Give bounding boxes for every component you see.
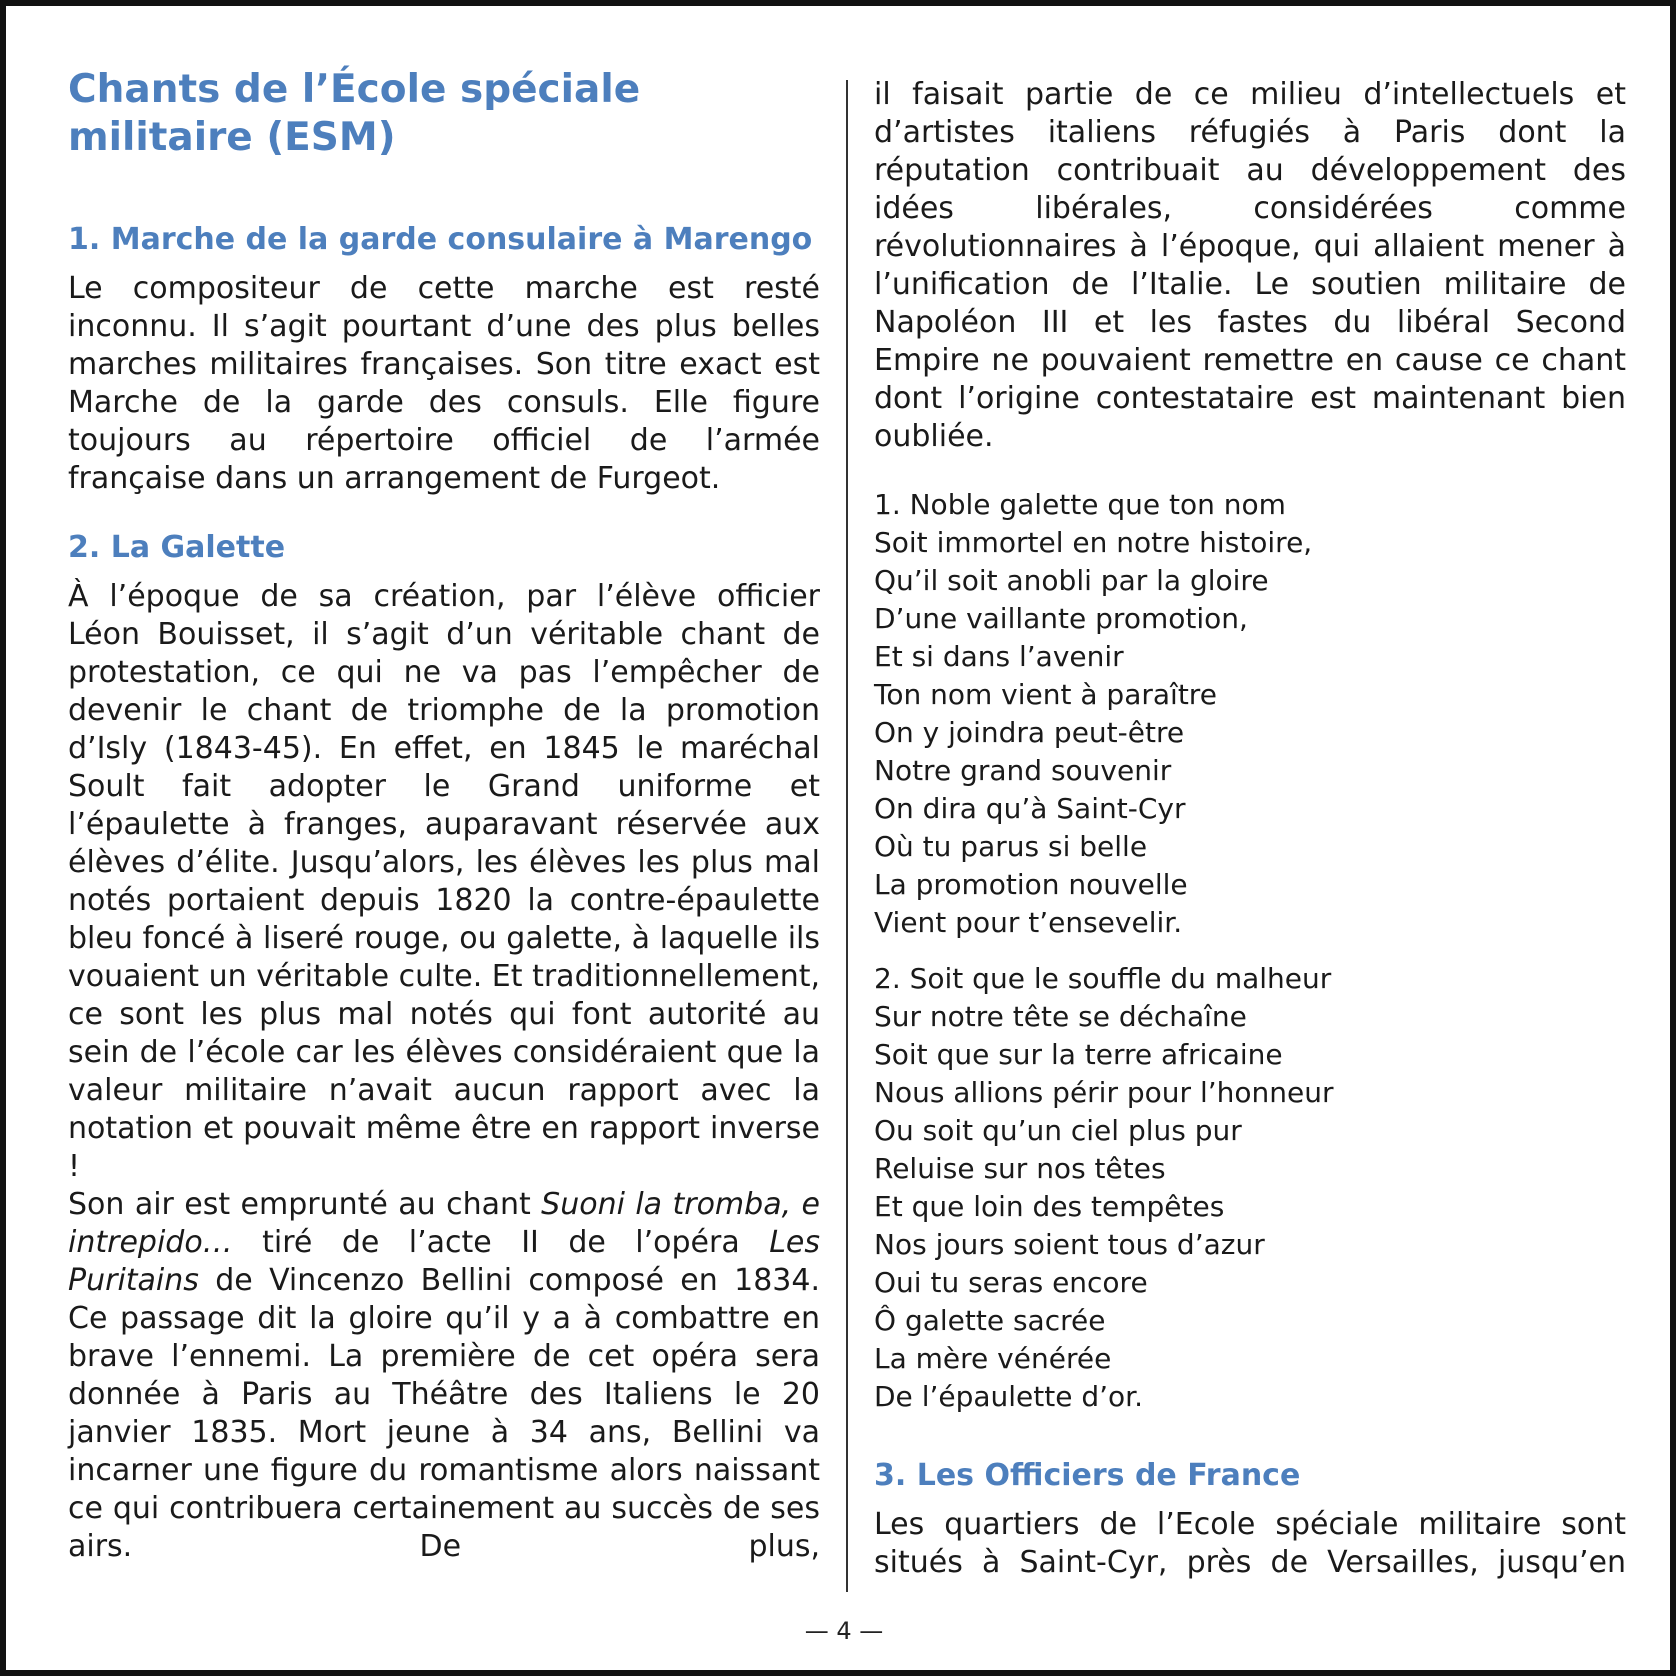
verse-1-line: Où tu parus si belle xyxy=(874,830,1148,863)
page-number: — 4 — xyxy=(804,1617,884,1645)
verse-1-line: Soit immortel en notre histoire, xyxy=(874,526,1313,559)
verse-1-line: Vient pour t’ensevelir. xyxy=(874,906,1183,939)
verse-2-line: La mère vénérée xyxy=(874,1342,1112,1375)
verse-1-line: On dira qu’à Saint-Cyr xyxy=(874,792,1186,825)
verse-1-line: La promotion nouvelle xyxy=(874,868,1188,901)
verse-2-line: Nous allions périr pour l’honneur xyxy=(874,1076,1334,1109)
section-2-paragraph-1: À l’époque de sa création, par l’élève officier Léon Bouisset, il s’agit d’un véritable chant de protestation, ce qui ne va pas l’empêcher de devenir le chant de triomphe de la promotion d’Isly (1843-45). En effet, en 1845 le maréchal Soult fait adopter le Grand uniforme et l’épaulette à franges, auparavant réservée aux élèves d’élite. Jusqu’alors, les élèves les plus mal notés portaient depuis 1820 la contre-épaulette bleu foncé à liseré rouge, ou galette, à laquelle ils vouaient un véritable culte. Et traditionnellement, ce sont les plus mal notés qui font autorité au sein de l’école car les élèves considéraient que la valeur militaire n’avait aucun rapport avec la notation et pouvait même être en rapport inverse ! xyxy=(68,579,820,1184)
verse-1-line: D’une vaillante promotion, xyxy=(874,602,1248,635)
verse-2-line: Oui tu seras encore xyxy=(874,1266,1148,1299)
verse-2-line: Sur notre tête se déchaîne xyxy=(874,1000,1247,1033)
column-divider xyxy=(846,80,848,1592)
verse-1-line: Notre grand souvenir xyxy=(874,754,1172,787)
section-1-text: Le compositeur de cette marche est resté inconnu. Il s’agit pourtant d’une des plus belles marches militaires françaises. Son titre exact est Marche de la garde des consuls. Elle figure toujours au répertoire officiel de l’armée française dans un arrangement de Furgeot. xyxy=(68,271,820,496)
verse-1-line: Ton nom vient à paraître xyxy=(874,678,1217,711)
verse-1-line: Et si dans l’avenir xyxy=(874,640,1124,673)
verse-2-line: Ô galette sacrée xyxy=(874,1304,1106,1337)
verse-2-line: Soit que sur la terre africaine xyxy=(874,1038,1283,1071)
verse-2-line: Reluise sur nos têtes xyxy=(874,1152,1166,1185)
page-title: Chants de l’École spéciale militaire (ESM) xyxy=(68,67,641,160)
section-2-text-c-right: il faisait partie de ce milieu d’intellectuels et d’artistes italiens réfugiés à Paris dont la réputation contribuait au développement des idées libérales, considérées comme révolutionnaires à l’époque, qui allaient mener à l’unification de l’Italie. Le soutien militaire de Napoléon III et les fastes du libéral Second Empire ne pouvaient remettre en cause ce chant dont l’origine contestataire est maintenant bien oubliée. xyxy=(874,77,1626,454)
verse-2-line: De l’épaulette d’or. xyxy=(874,1380,1144,1413)
section-2-paragraph-2-start xyxy=(68,1186,820,1566)
verse-2-line: Ou soit qu’un ciel plus pur xyxy=(874,1114,1242,1147)
verse-2-line: 2. Soit que le souffle du malheur xyxy=(874,962,1332,995)
section-2-text-b: tiré de l’acte II de l’opéra xyxy=(232,1225,770,1260)
verse-2-line: Et que loin des tempêtes xyxy=(874,1190,1225,1223)
right-column xyxy=(874,76,1626,1582)
left-column xyxy=(68,66,820,1566)
verse-1 xyxy=(874,486,1626,942)
verse-2-line: Nos jours soient tous d’azur xyxy=(874,1228,1265,1261)
section-3-heading: 3. Les Officiers de France xyxy=(874,1458,1301,1493)
verse-2 xyxy=(874,960,1626,1416)
section-2-text-a: Son air est emprunté au chant xyxy=(68,1187,542,1222)
section-1-heading: 1. Marche de la garde consulaire à Marengo xyxy=(68,222,813,257)
section-2-text-c-left: de Vincenzo Bellini composé en 1834. Ce passage dit la gloire qu’il y a à combattre en brave l’ennemi. La première de cet opéra sera donnée à Paris au Théâtre des Italiens le 20 janvier 1835. Mort jeune à 34 ans, Bellini va incarner une figure du romantisme alors naissant ce qui contribuera certainement au succès de ses airs. De plus, xyxy=(68,1263,820,1564)
verse-1-line: 1. Noble galette que ton nom xyxy=(874,488,1286,521)
section-3-text: Les quartiers de l’Ecole spéciale militaire sont situés à Saint-Cyr, près de Versailles, jusqu’en xyxy=(874,1507,1626,1580)
verse-1-line: Qu’il soit anobli par la gloire xyxy=(874,564,1269,597)
section-2-italic-title-1: Suoni la tromba, e intrepido… xyxy=(68,1187,820,1260)
verse-1-line: On y joindra peut-être xyxy=(874,716,1185,749)
section-2-heading: 2. La Galette xyxy=(68,530,286,565)
section-2-italic-title-2: Les Puritains xyxy=(68,1225,820,1298)
